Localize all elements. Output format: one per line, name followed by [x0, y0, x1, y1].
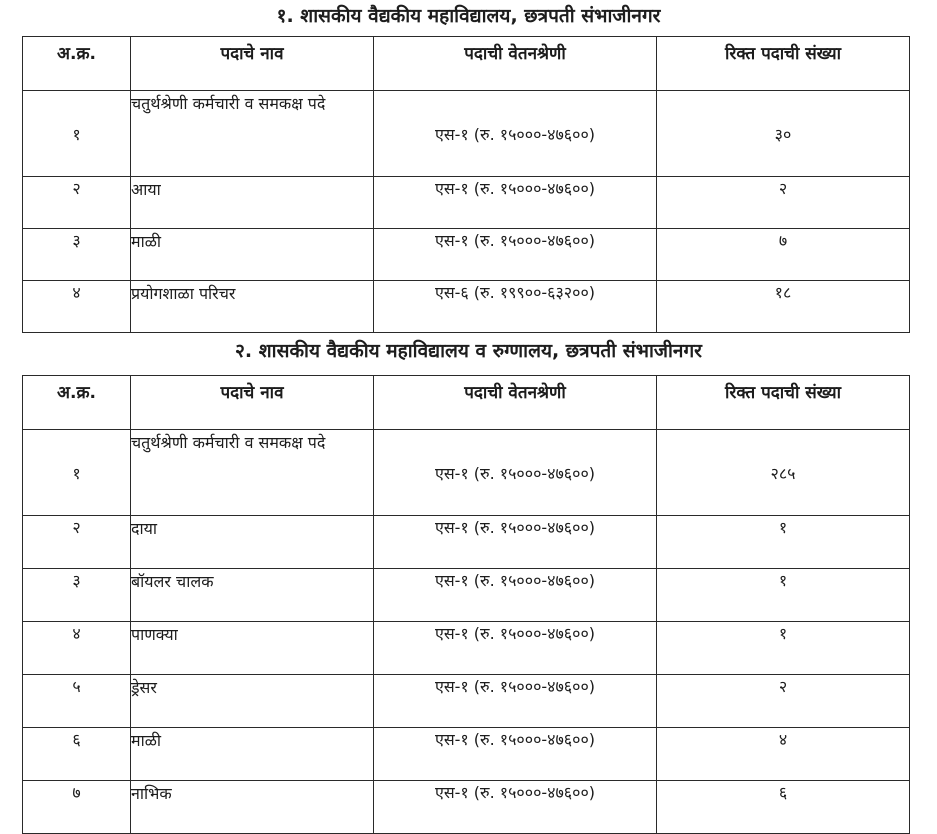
cell-pay-scale: एस-१ (रु. १५०००-४७६००)	[374, 229, 657, 281]
cell-pay-scale: एस-१ (रु. १५०००-४७६००)	[374, 430, 657, 516]
table-row	[23, 781, 910, 834]
cell-serial: २	[23, 177, 131, 229]
cell-post-name: नाभिक	[131, 781, 374, 834]
cell-pay-scale: एस-१ (रु. १५०००-४७६००)	[374, 91, 657, 177]
cell-serial: ६	[23, 728, 131, 781]
cell-pay-scale: एस-६ (रु. १९९००-६३२००)	[374, 281, 657, 333]
cell-serial: ३	[23, 229, 131, 281]
cell-pay-scale: एस-१ (रु. १५०००-४७६००)	[374, 569, 657, 622]
cell-vacancy-count: ४	[657, 728, 910, 781]
table-row	[23, 229, 910, 281]
header-pay-scale: पदाची वेतनश्रेणी	[374, 37, 657, 91]
header-pay-scale: पदाची वेतनश्रेणी	[374, 376, 657, 430]
section-1-title: १. शासकीय वैद्यकीय महाविद्यालय, छत्रपती संभाजीनगर	[276, 5, 661, 27]
cell-vacancy-count: १	[657, 569, 910, 622]
cell-post-name: चतुर्थश्रेणी कर्मचारी व समकक्ष पदे	[131, 430, 374, 516]
table-row	[23, 281, 910, 333]
cell-vacancy-count: २	[657, 675, 910, 728]
cell-pay-scale: एस-१ (रु. १५०००-४७६००)	[374, 675, 657, 728]
cell-post-name: पाणक्या	[131, 622, 374, 675]
table-row	[23, 569, 910, 622]
cell-post-name: आया	[131, 177, 374, 229]
cell-vacancy-count: १	[657, 516, 910, 569]
cell-vacancy-count: २८५	[657, 430, 910, 516]
cell-vacancy-count: १८	[657, 281, 910, 333]
table-row	[23, 622, 910, 675]
table-header-row	[23, 37, 910, 91]
section-2-title: २. शासकीय वैद्यकीय महाविद्यालय व रुग्णालय, छत्रपती संभाजीनगर	[235, 340, 702, 362]
table-row	[23, 430, 910, 516]
cell-serial: २	[23, 516, 131, 569]
cell-post-name: माळी	[131, 229, 374, 281]
cell-vacancy-count: ७	[657, 229, 910, 281]
table-row	[23, 177, 910, 229]
cell-serial: १	[23, 430, 131, 516]
cell-post-name: दाया	[131, 516, 374, 569]
cell-serial: ३	[23, 569, 131, 622]
cell-pay-scale: एस-१ (रु. १५०००-४७६००)	[374, 622, 657, 675]
section-2-table	[22, 375, 910, 834]
table-row	[23, 728, 910, 781]
cell-serial: ४	[23, 622, 131, 675]
cell-serial: ५	[23, 675, 131, 728]
header-post-name: पदाचे नाव	[131, 37, 374, 91]
cell-post-name: प्रयोगशाळा परिचर	[131, 281, 374, 333]
header-serial: अ.क्र.	[23, 376, 131, 430]
cell-post-name: माळी	[131, 728, 374, 781]
cell-post-name: ड्रेसर	[131, 675, 374, 728]
cell-pay-scale: एस-१ (रु. १५०००-४७६००)	[374, 177, 657, 229]
table-row	[23, 516, 910, 569]
cell-vacancy-count: १	[657, 622, 910, 675]
table-row	[23, 675, 910, 728]
cell-post-name: बॉयलर चालक	[131, 569, 374, 622]
cell-vacancy-count: ३०	[657, 91, 910, 177]
cell-pay-scale: एस-१ (रु. १५०००-४७६००)	[374, 516, 657, 569]
cell-vacancy-count: ६	[657, 781, 910, 834]
cell-serial: १	[23, 91, 131, 177]
header-vacancy-count: रिक्त पदाची संख्या	[657, 376, 910, 430]
cell-serial: ७	[23, 781, 131, 834]
section-1-table	[22, 36, 910, 333]
cell-post-name: चतुर्थश्रेणी कर्मचारी व समकक्ष पदे	[131, 91, 374, 177]
header-serial: अ.क्र.	[23, 37, 131, 91]
cell-serial: ४	[23, 281, 131, 333]
table-row	[23, 91, 910, 177]
header-vacancy-count: रिक्त पदाची संख्या	[657, 37, 910, 91]
table-header-row	[23, 376, 910, 430]
cell-pay-scale: एस-१ (रु. १५०००-४७६००)	[374, 728, 657, 781]
cell-pay-scale: एस-१ (रु. १५०००-४७६००)	[374, 781, 657, 834]
cell-vacancy-count: २	[657, 177, 910, 229]
header-post-name: पदाचे नाव	[131, 376, 374, 430]
